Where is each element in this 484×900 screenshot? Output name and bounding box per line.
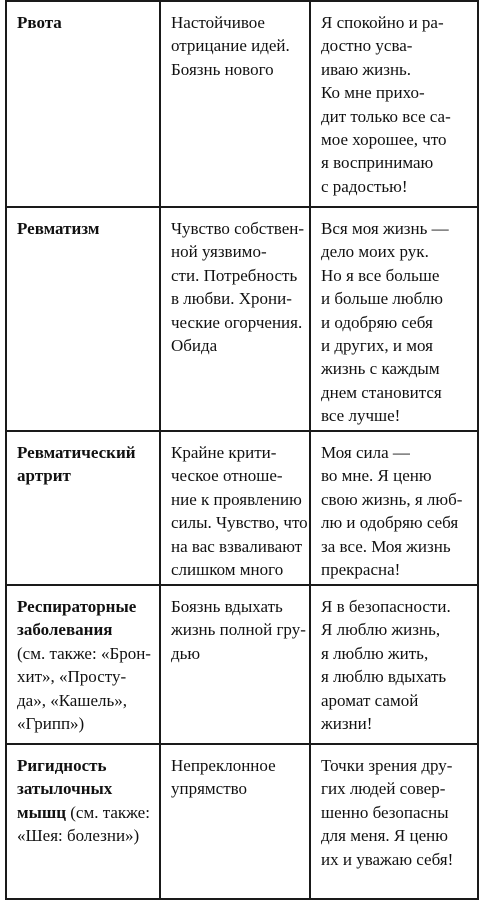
problem-line: мышц	[17, 802, 66, 822]
cause-line: сти. Потребность	[171, 265, 298, 285]
cause-line: слишком много	[171, 560, 284, 580]
cause-line: Непреклонное	[171, 756, 276, 775]
pattern-cell	[310, 744, 478, 899]
cause-line: Боязнь нового	[171, 59, 274, 79]
cause-line: в любви. Хрони-	[171, 289, 292, 309]
pattern-line: Но я все больше	[321, 265, 440, 285]
pattern-line: за все. Моя жизнь	[321, 536, 451, 556]
problem-line: хит», «Просту-	[17, 667, 127, 687]
table-row	[6, 207, 478, 431]
cause-line: Обида	[171, 336, 218, 356]
cause-cell	[160, 431, 310, 585]
pattern-line: жизнь с каждым	[321, 359, 440, 379]
pattern-cell	[310, 431, 478, 585]
pattern-cell	[310, 207, 478, 431]
problem-line: Ригидность	[17, 756, 107, 775]
cause-cell	[160, 585, 310, 744]
cause-line: на вас взваливают	[171, 536, 303, 556]
pattern-line: и других, и моя	[321, 336, 433, 356]
pattern-line: Я люблю жизнь,	[321, 620, 441, 640]
symptoms-table	[5, 0, 479, 900]
pattern-line: жизни!	[321, 714, 373, 734]
problem-line: (см. также:	[66, 802, 150, 822]
problem-cell	[6, 431, 160, 585]
pattern-line: иваю жизнь.	[321, 59, 412, 79]
cause-line: ческие огорчения.	[171, 312, 303, 332]
problem-line: Рвота	[17, 13, 62, 32]
cause-line: отрицание идей.	[171, 36, 290, 56]
pattern-line: Ко мне прихо-	[321, 83, 425, 103]
pattern-line: я люблю вдыхать	[321, 667, 447, 687]
pattern-line: лю и одобряю себя	[321, 513, 459, 533]
cause-line: Крайне крити-	[171, 443, 277, 462]
cause-line: жизнь полной гру-	[171, 620, 306, 640]
pattern-line: днем становится	[321, 382, 442, 402]
pattern-line: Моя сила —	[321, 443, 410, 462]
table-row	[6, 585, 478, 744]
pattern-line: во мне. Я ценю	[321, 466, 432, 486]
pattern-line: Я спокойно и ра-	[321, 13, 444, 32]
problem-cell	[6, 1, 160, 207]
pattern-line: достно усва-	[321, 36, 413, 56]
pattern-line: я воспринимаю	[321, 153, 434, 173]
table-row	[6, 744, 478, 899]
cause-line: упрямство	[171, 779, 248, 799]
pattern-line: прекрасна!	[321, 560, 401, 580]
problem-line: Ревматизм	[17, 219, 100, 238]
cause-line: силы. Чувство, что	[171, 513, 308, 533]
pattern-line: мое хорошее, что	[321, 130, 447, 150]
pattern-line: шенно безопасны	[321, 802, 449, 822]
problem-line: Респираторные	[17, 597, 137, 616]
pattern-line: их и уважаю себя!	[321, 849, 454, 869]
cause-line: ческое отноше-	[171, 466, 283, 486]
pattern-line: Вся моя жизнь —	[321, 219, 449, 238]
problem-line: заболевания	[17, 620, 113, 640]
pattern-line: свою жизнь, я люб-	[321, 489, 463, 509]
problem-cell	[6, 207, 160, 431]
pattern-line: все лучше!	[321, 406, 401, 426]
pattern-line: аромат самой	[321, 690, 419, 710]
cause-cell	[160, 207, 310, 431]
problem-line: затылочных	[17, 779, 113, 799]
problem-line: артрит	[17, 466, 71, 486]
pattern-line: с радостью!	[321, 176, 408, 196]
pattern-cell	[310, 585, 478, 744]
cause-line: Чувство собствен-	[171, 219, 305, 238]
table-row	[6, 431, 478, 585]
problem-line: Ревматический	[17, 443, 136, 462]
problem-cell	[6, 744, 160, 899]
pattern-line: для меня. Я ценю	[321, 826, 448, 846]
pattern-line: дело моих рук.	[321, 242, 429, 262]
pattern-line: дит только все са-	[321, 106, 451, 126]
cause-line: дью	[171, 643, 201, 663]
pattern-line: я люблю жить,	[321, 643, 429, 663]
cause-line: ние к проявлению	[171, 489, 302, 509]
cause-line: Боязнь вдыхать	[171, 597, 283, 616]
pattern-line: Точки зрения дру-	[321, 756, 453, 775]
cause-cell	[160, 1, 310, 207]
problem-line: «Грипп»)	[17, 714, 85, 734]
pattern-line: Я в безопасности.	[321, 597, 451, 616]
problem-line: (см. также: «Брон-	[17, 643, 151, 663]
table-row	[6, 1, 478, 207]
pattern-line: и одобряю себя	[321, 312, 433, 332]
problem-line: «Шея: болезни»)	[17, 826, 140, 846]
problem-cell	[6, 585, 160, 744]
pattern-line: и больше люблю	[321, 289, 443, 309]
pattern-cell	[310, 1, 478, 207]
cause-line: Настойчивое	[171, 13, 265, 32]
cause-cell	[160, 744, 310, 899]
cause-line: ной уязвимо-	[171, 242, 267, 262]
pattern-line: гих людей совер-	[321, 779, 446, 799]
problem-line: да», «Кашель»,	[17, 690, 127, 710]
